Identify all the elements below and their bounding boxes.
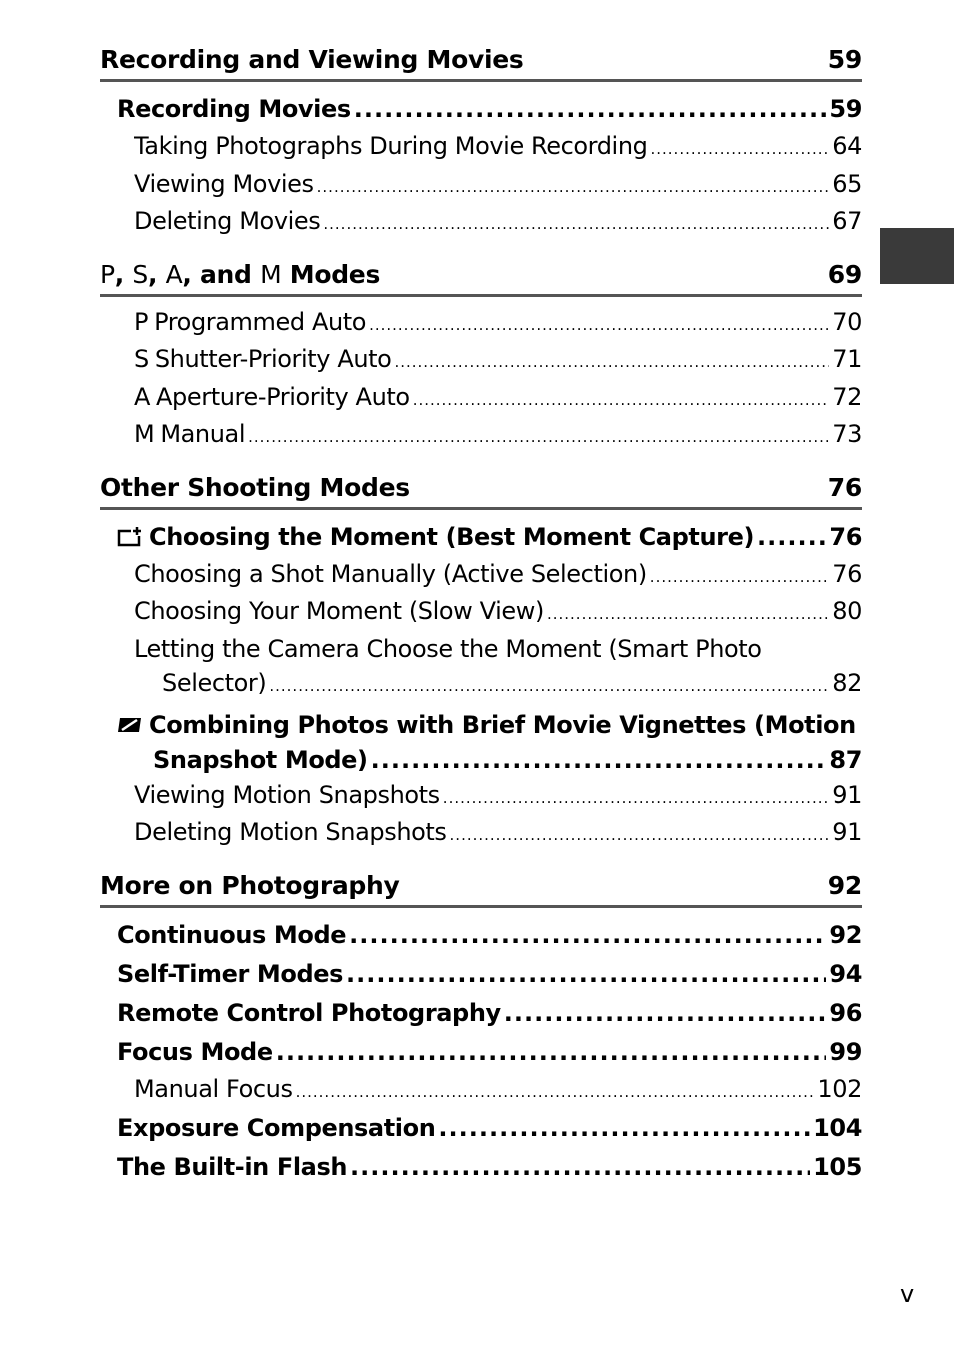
entry-page: 70 <box>832 307 862 336</box>
toc-section <box>100 45 862 242</box>
leader-dots <box>757 518 826 557</box>
entry-page: 105 <box>813 1153 862 1181</box>
entry-page: 96 <box>829 998 862 1027</box>
section-heading[interactable] <box>100 473 862 510</box>
section-heading[interactable] <box>100 45 862 82</box>
toc-entry[interactable] <box>100 594 862 632</box>
best-moment-icon <box>117 518 143 557</box>
entry-text: Exposure Compensation <box>117 1114 436 1142</box>
toc-entry[interactable] <box>100 1033 862 1072</box>
toc-entry[interactable] <box>100 1072 862 1110</box>
toc-section <box>100 871 862 1188</box>
entry-page: 82 <box>832 669 862 697</box>
toc-entry[interactable] <box>100 955 862 994</box>
section-title: Other Shooting Modes <box>100 472 410 502</box>
section-page: 92 <box>827 870 862 900</box>
entry-text: Focus Mode <box>117 1037 273 1066</box>
toc-entry[interactable] <box>100 417 862 455</box>
entry-page: 76 <box>829 522 862 551</box>
entry-text: Recording Movies <box>117 95 351 123</box>
toc-entry[interactable] <box>100 90 862 129</box>
leader-dots <box>349 916 826 955</box>
title-separator: , <box>147 259 166 289</box>
section-page: 76 <box>827 472 862 502</box>
A-mode-icon: A <box>134 382 151 411</box>
entry-text: Self-Timer Modes <box>117 959 344 988</box>
section-title: More on Photography <box>100 870 400 900</box>
leader-dots <box>276 1033 827 1072</box>
entry-text: Combining Photos with Brief Movie Vignettes (Motion <box>149 710 856 739</box>
page-number: v <box>900 1280 915 1308</box>
toc-entry-line1[interactable]: Letting the Camera Choose the Moment (Smart Photo <box>134 634 762 663</box>
entry-page: 80 <box>832 597 862 625</box>
section-title: Recording and Viewing Movies <box>100 45 524 74</box>
leader-dots <box>413 383 830 418</box>
toc-entry[interactable] <box>100 743 862 778</box>
entry-text: Choosing the Moment (Best Moment Capture) <box>149 522 755 551</box>
entry-page: 65 <box>832 169 862 198</box>
toc-entry[interactable] <box>100 1109 862 1148</box>
leader-dots <box>317 170 830 205</box>
toc-entry[interactable] <box>100 666 862 704</box>
toc-entry[interactable] <box>100 815 862 853</box>
section-page: 59 <box>827 45 862 74</box>
leader-dots <box>371 743 827 778</box>
toc-entry-line1[interactable] <box>100 708 862 743</box>
entry-page: 99 <box>829 1037 862 1066</box>
leader-dots <box>248 420 829 455</box>
entry-text: Manual <box>160 420 246 448</box>
entry-page: 72 <box>832 382 862 411</box>
title-and: , and <box>182 259 261 289</box>
leader-dots <box>438 1109 810 1148</box>
entry-text: Continuous Mode <box>117 920 347 949</box>
entry-page: 76 <box>832 559 862 588</box>
entry-page: 73 <box>832 420 862 448</box>
M-mode-icon: M <box>134 420 155 448</box>
entry-text: Choosing Your Moment (Slow View) <box>134 597 544 625</box>
entry-text: Manual Focus <box>134 1074 293 1103</box>
entry-page: 91 <box>832 780 862 809</box>
toc-entry[interactable] <box>100 994 862 1033</box>
section-title <box>100 260 380 290</box>
toc-entry[interactable] <box>100 342 862 380</box>
entry-text: Snapshot Mode) <box>153 745 368 774</box>
entry-page: 71 <box>832 345 862 373</box>
leader-dots <box>443 781 829 816</box>
entry-page: 59 <box>829 95 862 123</box>
leader-dots <box>323 207 829 242</box>
entry-text: Viewing Motion Snapshots <box>134 780 440 809</box>
toc-entry[interactable] <box>100 557 862 595</box>
S-mode-icon: S <box>132 259 148 289</box>
motion-snapshot-icon <box>117 708 143 743</box>
entry-page: 64 <box>832 132 862 160</box>
P-mode-icon: P <box>134 307 149 336</box>
entry-text: Deleting Motion Snapshots <box>134 818 447 846</box>
entry-text: Taking Photographs During Movie Recording <box>134 132 648 160</box>
leader-dots <box>650 132 829 167</box>
leader-dots <box>354 90 827 129</box>
toc-section <box>100 473 862 853</box>
toc-entry[interactable] <box>100 129 862 167</box>
entry-text: Choosing a Shot Manually (Active Selection) <box>134 559 647 588</box>
A-mode-icon: A <box>165 259 183 289</box>
entry-text: Selector) <box>162 669 267 697</box>
section-heading[interactable] <box>100 260 862 297</box>
entry-page: 94 <box>829 959 862 988</box>
toc-entry[interactable] <box>100 167 862 205</box>
leader-dots <box>296 1075 815 1110</box>
section-heading[interactable] <box>100 871 862 908</box>
entry-text: Programmed Auto <box>154 307 367 336</box>
entry-page: 87 <box>829 745 862 774</box>
entry-page: 91 <box>832 818 862 846</box>
leader-dots <box>269 669 829 704</box>
entry-text: Deleting Movies <box>134 207 321 235</box>
entry-page: 104 <box>813 1114 862 1142</box>
entry-text: Aperture-Priority Auto <box>156 382 410 411</box>
toc-entry[interactable] <box>100 518 862 557</box>
entry-page: 67 <box>832 207 862 235</box>
toc-section <box>100 260 862 455</box>
leader-dots <box>547 597 829 632</box>
leader-dots <box>650 560 829 595</box>
title-suffix: Modes <box>281 259 381 289</box>
toc-entry[interactable] <box>100 380 862 418</box>
toc-entry[interactable] <box>100 778 862 816</box>
entry-text: Shutter-Priority Auto <box>154 345 392 373</box>
leader-dots <box>369 308 829 343</box>
toc-entry[interactable] <box>100 204 862 242</box>
leader-dots <box>394 345 829 380</box>
entry-page: 102 <box>817 1074 862 1103</box>
leader-dots <box>346 955 826 994</box>
toc-entry[interactable] <box>100 305 862 343</box>
chapter-tab <box>880 228 954 284</box>
title-separator: , <box>114 259 133 289</box>
S-mode-icon: S <box>134 345 149 373</box>
toc-entry[interactable] <box>100 916 862 955</box>
M-mode-icon: M <box>260 259 282 289</box>
P-mode-icon: P <box>100 259 115 289</box>
toc-entry[interactable] <box>100 1148 862 1187</box>
table-of-contents <box>100 45 862 1205</box>
section-page: 69 <box>827 259 862 289</box>
leader-dots <box>504 994 827 1033</box>
leader-dots <box>450 818 830 853</box>
entry-text: The Built-in Flash <box>117 1153 348 1181</box>
entry-text: Viewing Movies <box>134 169 314 198</box>
leader-dots <box>350 1148 810 1187</box>
entry-text: Remote Control Photography <box>117 998 501 1027</box>
entry-page: 92 <box>829 920 862 949</box>
